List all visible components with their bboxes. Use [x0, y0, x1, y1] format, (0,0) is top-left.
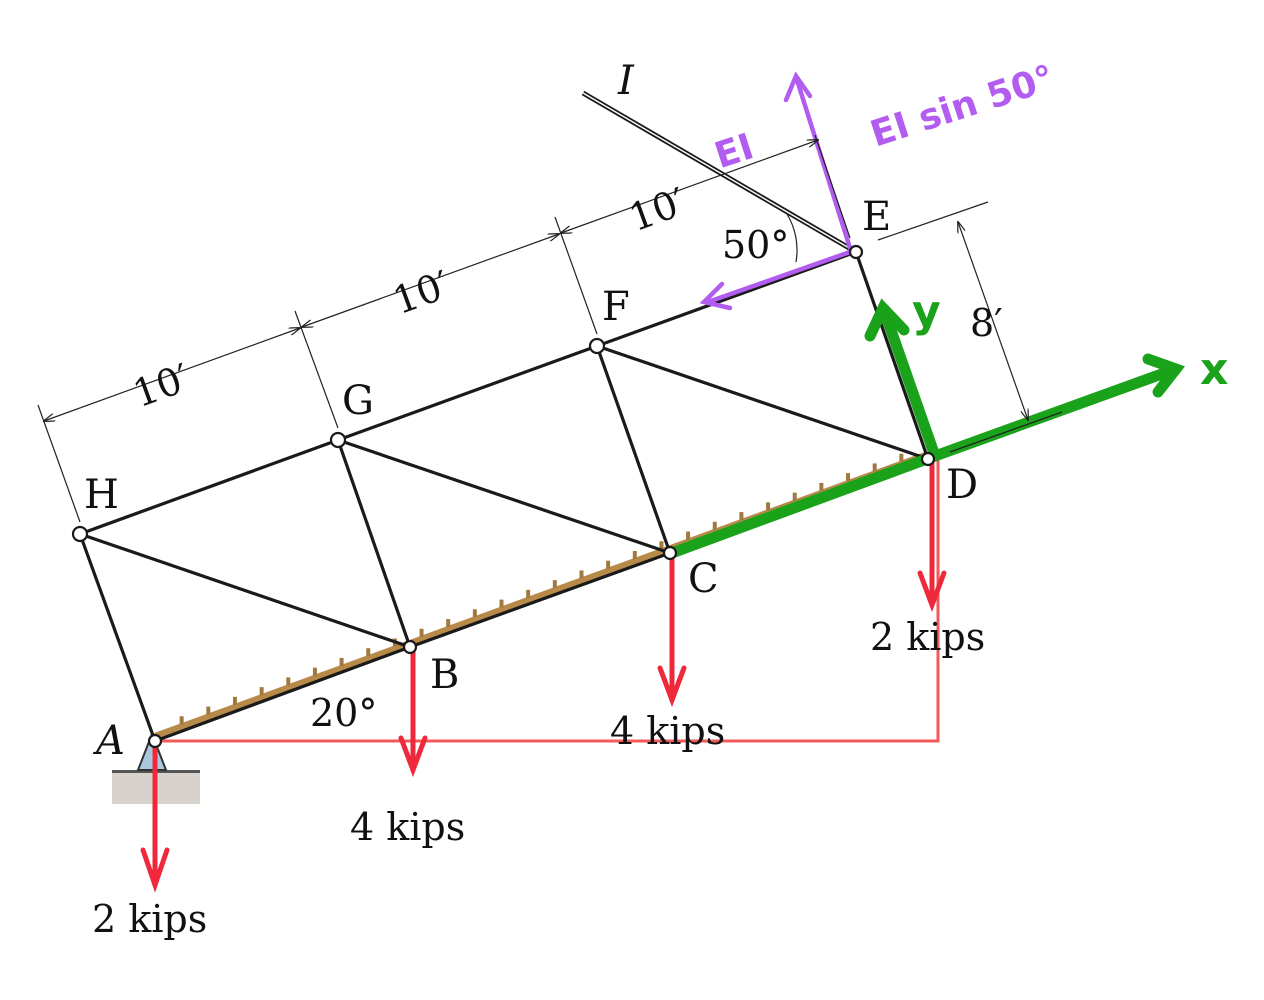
member-AH [80, 534, 155, 741]
label-load-D: 2 kips [870, 615, 986, 659]
label-load-A: 2 kips [92, 897, 208, 941]
roof-tick [766, 502, 770, 510]
truss-members [80, 252, 928, 741]
roof-tick [846, 473, 850, 481]
label-axis-x: x [1200, 344, 1229, 395]
roof-tick [553, 580, 557, 588]
roof-tick [420, 629, 424, 637]
roof-tick [313, 668, 317, 676]
local-axes [672, 308, 1176, 553]
label-force-ei-sin: EI sin 50° [865, 57, 1060, 156]
label-node-A: A [96, 718, 125, 764]
member-FD [597, 346, 928, 459]
roof-tick [793, 493, 797, 501]
loads [143, 459, 944, 885]
member-ED [856, 252, 928, 459]
joint-G [331, 433, 345, 447]
roof-tick [633, 551, 637, 559]
joint-B [404, 641, 416, 653]
label-dim-1: 10′ [127, 355, 196, 417]
roof-tick [233, 697, 237, 705]
label-angle-20: 20° [310, 691, 378, 735]
member-GF [338, 346, 597, 440]
force-components [704, 76, 850, 308]
member-GC [338, 440, 670, 553]
label-node-F: F [602, 284, 630, 330]
label-node-H: H [84, 472, 119, 518]
member-BC [410, 553, 670, 647]
roof-tick [873, 463, 877, 471]
joint-F [590, 339, 604, 353]
joint-H [73, 527, 87, 541]
label-node-E: E [862, 194, 892, 240]
roof-tick [739, 512, 743, 520]
roof-tick [526, 590, 530, 598]
joint-E [850, 246, 862, 258]
x-axis [935, 371, 1170, 456]
label-axis-y: y [912, 286, 941, 337]
roof-tick [899, 454, 903, 462]
roof-tick [366, 648, 370, 656]
member-HB [80, 534, 410, 647]
roof-tick [260, 687, 264, 695]
roof-tick [206, 707, 210, 715]
label-node-C: C [688, 556, 719, 602]
roof-tick [286, 677, 290, 685]
label-dim-height: 8′ [970, 301, 1003, 345]
label-node-I: I [618, 58, 634, 104]
roof-tick [713, 522, 717, 530]
member-FC [597, 346, 670, 553]
joint-D [922, 453, 934, 465]
joint-C [664, 547, 676, 559]
roof-tick [446, 619, 450, 627]
roof-tick [686, 532, 690, 540]
member-GB [338, 440, 410, 647]
label-node-D: D [946, 462, 979, 508]
label-dim-2: 10′ [387, 262, 456, 324]
label-load-C: 4 kips [610, 709, 726, 753]
label-node-G: G [342, 378, 374, 424]
roof-tick [606, 561, 610, 569]
roof-tick [579, 570, 583, 578]
label-force-ei: EI [709, 126, 759, 178]
member-EI [583, 93, 856, 252]
roof-tick [500, 600, 504, 608]
label-dim-3: 10′ [623, 179, 692, 241]
label-load-B: 4 kips [350, 805, 466, 849]
highlight-member-CD [672, 456, 935, 553]
roof-tick [180, 716, 184, 724]
joint-A [149, 735, 161, 747]
roof-tick [473, 609, 477, 617]
roof-tick [340, 658, 344, 666]
label-angle-50: 50° [722, 223, 790, 267]
label-node-B: B [430, 652, 460, 698]
roof-tick [819, 483, 823, 491]
